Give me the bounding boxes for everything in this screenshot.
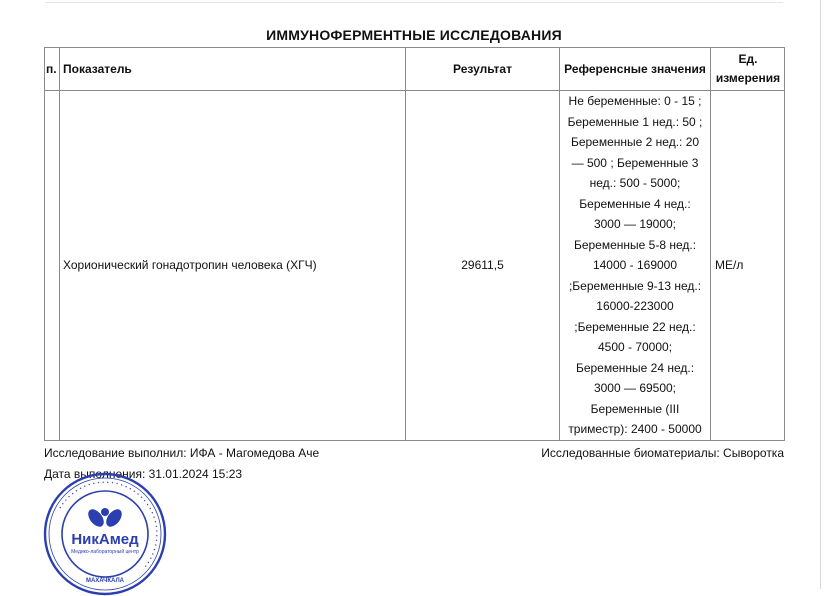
- reference-line: Беременные 4 нед.:: [579, 196, 691, 211]
- header-indicator: Показатель: [60, 48, 406, 91]
- header-reference: Референсные значения: [560, 48, 711, 91]
- reference-line: нед.: 500 - 5000;: [589, 176, 681, 190]
- biomaterials: Исследованные биоматериалы: Сыворотка: [541, 446, 784, 460]
- reference-line: — 500 ; Беременные 3: [571, 155, 699, 170]
- completion-date: Дата выполнения: 31.01.2024 15:23: [44, 467, 243, 481]
- row-unit: МЕ/л: [711, 91, 785, 441]
- performed-by: Исследование выполнил: ИФА - Магомедова Аче: [44, 446, 320, 460]
- row-reference: [560, 91, 711, 441]
- reference-line: 14000 - 169000: [592, 258, 678, 272]
- stamp-ring-text: • • • • • • • • • • • • • • • • • • • • • • • • • • • • • • • • • • • • •: [57, 479, 160, 569]
- reference-line: Беременные (III: [590, 401, 680, 416]
- reference-line: Не беременные: 0 - 15 ;: [568, 94, 702, 108]
- reference-line: Беременные 5-8 нед.:: [573, 237, 697, 252]
- reference-line: Беременные 2 нед.: 20: [570, 135, 700, 149]
- results-table: [44, 47, 785, 441]
- stamp-name: НикАмед: [71, 531, 139, 548]
- page-title: ИММУНОФЕРМЕНТНЫЕ ИССЛЕДОВАНИЯ: [266, 27, 562, 43]
- reference-line: 16000-223000: [596, 299, 674, 313]
- row-result: 29611,5: [406, 91, 560, 441]
- reference-line: ;Беременные 22 нед.:: [574, 319, 696, 334]
- reference-line: Беременные 24 нед.:: [575, 360, 695, 375]
- reference-line: ;Беременные 9-13 нед.:: [568, 278, 702, 293]
- reference-line: 3000 — 69500;: [593, 381, 677, 395]
- table-row: [45, 91, 785, 441]
- top-divider: [45, 2, 783, 3]
- reference-line: триместр): 2400 - 50000: [568, 422, 702, 436]
- reference-line: 3000 — 19000;: [593, 217, 677, 231]
- header-num: п.: [45, 48, 60, 91]
- reference-line: 4500 - 70000;: [597, 340, 673, 354]
- stamp-city: МАХАЧКАЛА: [85, 578, 125, 584]
- row-num: [45, 91, 60, 441]
- table-header-row: [45, 48, 785, 91]
- stamp-logo-icon: [85, 506, 125, 529]
- company-stamp: [43, 472, 167, 596]
- page-edge: [820, 0, 821, 589]
- header-result: Результат: [406, 48, 560, 91]
- header-unit: Ед. измерения: [711, 48, 785, 91]
- reference-line: Беременные 1 нед.: 50 ;: [567, 114, 703, 129]
- row-indicator: Хорионический гонадотропин человека (ХГЧ): [60, 91, 406, 441]
- stamp-subtitle: Медико-лабораторный центр: [71, 549, 139, 555]
